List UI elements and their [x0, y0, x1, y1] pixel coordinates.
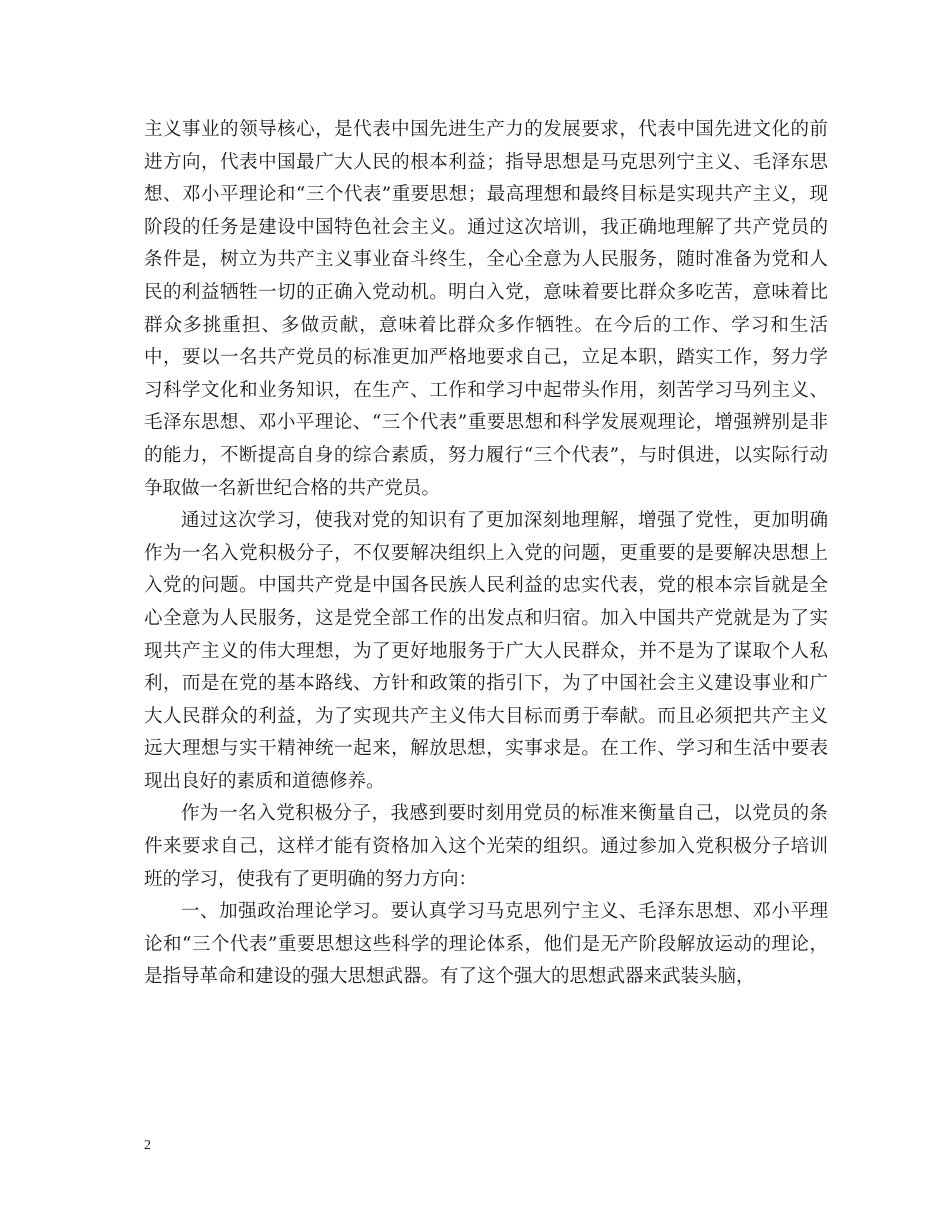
body-text: [144, 114, 828, 994]
paragraph-activist-standard: 作为一名入党积极分子，我感到要时刻用党员的标准来衡量自己，以党员的条件来要求自己，这样才能有资格加入这个光荣的组织。通过参加入党积极分子培训班的学习，使我有了更明确的努力方向：: [144, 803, 828, 890]
paragraph-study-understanding: 通过这次学习，使我对党的知识有了更加深刻地理解，增强了党性，更加明确作为一名入党积极分子，不仅要解决组织上入党的问题，更重要的是要解决思想上入党的问题。中国共产党是中国各民族人民利益的忠实代表，党的根本宗旨就是全心全意为人民服务，这是党全部工作的出发点和归宿。加入中国共产党就是为了实现共产主义的伟大理想，为了更好地服务于广大人民群众，并不是为了谋取个人私利，而是在党的基本路线、方针和政策的指引下，为了中国社会主义建设事业和广大人民群众的利益，为了实现共产主义伟大目标而勇于奉献。而且必须把共产主义远大理想与实干精神统一起来，解放思想，实事求是。在工作、学习和生活中要表现出良好的素质和道德修养。: [144, 510, 828, 792]
paragraph-political-theory: 一、加强政治理论学习。要认真学习马克思列宁主义、毛泽东思想、邓小平理论和“三个代表”重要思想这些科学的理论体系，他们是无产阶段解放运动的理论，是指导革命和建设的强大思想武器。有了这个强大的思想武器来武装头脑，: [144, 901, 828, 988]
page-number: 2: [144, 1138, 151, 1153]
paragraph-continued: 主义事业的领导核心，是代表中国先进生产力的发展要求，代表中国先进文化的前进方向，代表中国最广大人民的根本利益；指导思想是马克思列宁主义、毛泽东思想、邓小平理论和“三个代表”重要思想；最高理想和最终目标是实现共产主义，现阶段的任务是建设中国特色社会主义。通过这次培训，我正确地理解了共产党员的条件是，树立为共产主义事业奋斗终生，全心全意为人民服务，随时准备为党和人民的利益牺牲一切的正确入党动机。明白入党，意味着要比群众多吃苦，意味着比群众多挑重担、多做贡献，意味着比群众多作牺牲。在今后的工作、学习和生活中，要以一名共产党员的标准更加严格地要求自己，立足本职，踏实工作，努力学习科学文化和业务知识，在生产、工作和学习中起带头作用，刻苦学习马列主义、毛泽东思想、邓小平理论、“三个代表”重要思想和科学发展观理论，增强辨别是非的能力，不断提高自身的综合素质，努力履行“三个代表”，与时俱进，以实际行动争取做一名新世纪合格的共产党员。: [144, 119, 828, 499]
